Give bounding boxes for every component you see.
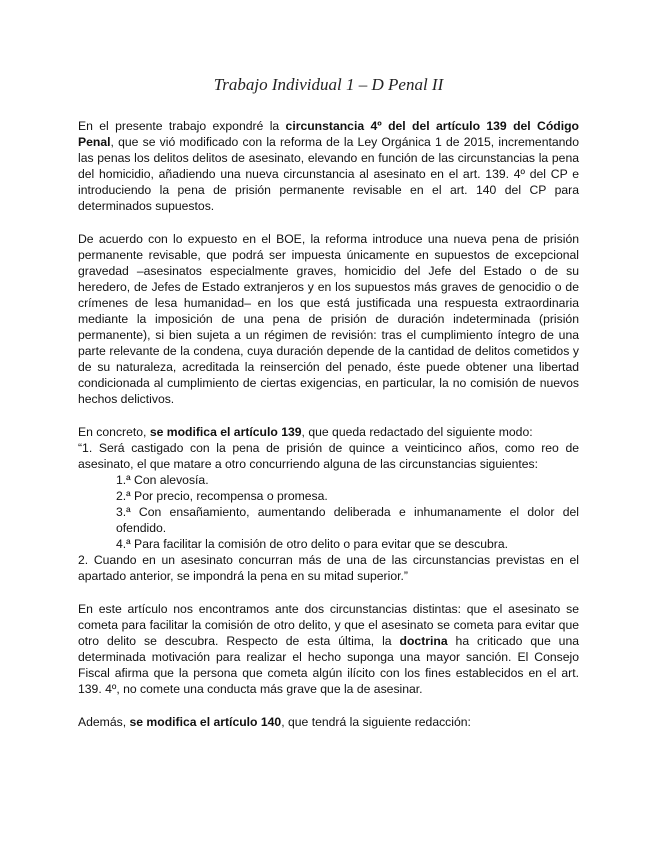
quote-item-4: 4.ª Para facilitar la comisión de otro delito o para evitar que se descubra. [116, 537, 509, 551]
quote-item-3: 3.ª Con ensañamiento, aumentando deliberada e inhumanamente el dolor del ofendido. [116, 505, 579, 535]
p3-text-start: En concreto, [78, 425, 150, 439]
intro-text-end: , que se vió modificado con la reforma de la Ley Orgánica 1 de 2015, incrementando las penas los delitos delitos de asesinato, elevando en función de las circunstancias la pena del homicidio, añadiendo una nueva circunstancia al asesinato en el art. 139. 4º del CP e introduciendo la pena de prisión permanente revisable en el art. 140 del CP para determinados supuestos. [78, 135, 579, 213]
p5-bold-text: se modifica el artículo 140 [129, 715, 282, 729]
p3-bold-text: se modifica el artículo 139 [149, 425, 302, 439]
quote-line-2: 2. Cuando en un asesinato concurran más de una de las circunstancias previstas en el apartado anterior, se impondrá la pena en su mitad superior.” [78, 553, 579, 583]
quote-item-1: 1.ª Con alevosía. [116, 473, 209, 487]
document-title: Trabajo Individual 1 – D Penal II [213, 75, 444, 94]
p4-text-start: En este artículo nos encontramos ante dos circunstancias distintas: que el asesinato se cometa para facilitar la comisión de otro delito, y que el asesinato se cometa para evitar que otro delito se descubra. Respecto de esta última, la [78, 602, 579, 648]
intro-bold-text: circunstancia 4º del del artículo 139 del Código Penal [78, 119, 579, 149]
quote-item-2: 2.ª Por precio, recompensa o promesa. [116, 489, 328, 503]
paragraph-analysis [78, 601, 579, 697]
p4-bold-text: doctrina [399, 634, 448, 648]
paragraph-boe: De acuerdo con lo expuesto en el BOE, la reforma introduce una nueva pena de prisión permanente revisable, que podrá ser impuesta únicamente en supuestos de excepcional gravedad –asesinatos especialmente graves, homicidio del Jefe del Estado o de su heredero, de Jefes de Estado extranjeros y en los supuestos más graves de genocidio o de crímenes de lesa humanidad– en los que está justificada una respuesta extraordinaria mediante la imposición de una pena de prisión de duración indeterminada (prisión permanente), si bien sujeta a un régimen de revisión: tras el cumplimiento íntegro de una parte relevante de la condena, cuya duración depende de la cantidad de delitos cometidos y de su naturaleza, acreditada la reinserción del penado, éste puede obtener una libertad condicionada al cumplimiento de ciertas exigencias, en particular, la no comisión de nuevos hechos delictivos. [78, 232, 579, 406]
intro-text-start: En el presente trabajo expondré la [78, 119, 286, 133]
paragraph-intro [78, 118, 579, 214]
p5-text-start: Además, [78, 715, 130, 729]
paragraph-article-139 [78, 424, 579, 440]
paragraph-article-140 [78, 714, 579, 730]
p3-text-end: , que queda redactado del siguiente modo: [301, 425, 533, 439]
p5-text-end: , que tendrá la siguiente redacción: [281, 715, 471, 729]
quote-line-1: “1. Será castigado con la pena de prisión de quince a veinticinco años, como reo de asesinato, el que matare a otro concurriendo alguna de las circunstancias siguientes: [78, 441, 579, 471]
p4-text-end: ha criticado que una determinada motivación para realizar el hecho suponga una mayor sanción. El Consejo Fiscal afirma que la persona que cometa algún ilícito con los fines establecidos en el art. 139. 4º, no comete una conducta más grave que la de asesinar. [78, 634, 580, 696]
